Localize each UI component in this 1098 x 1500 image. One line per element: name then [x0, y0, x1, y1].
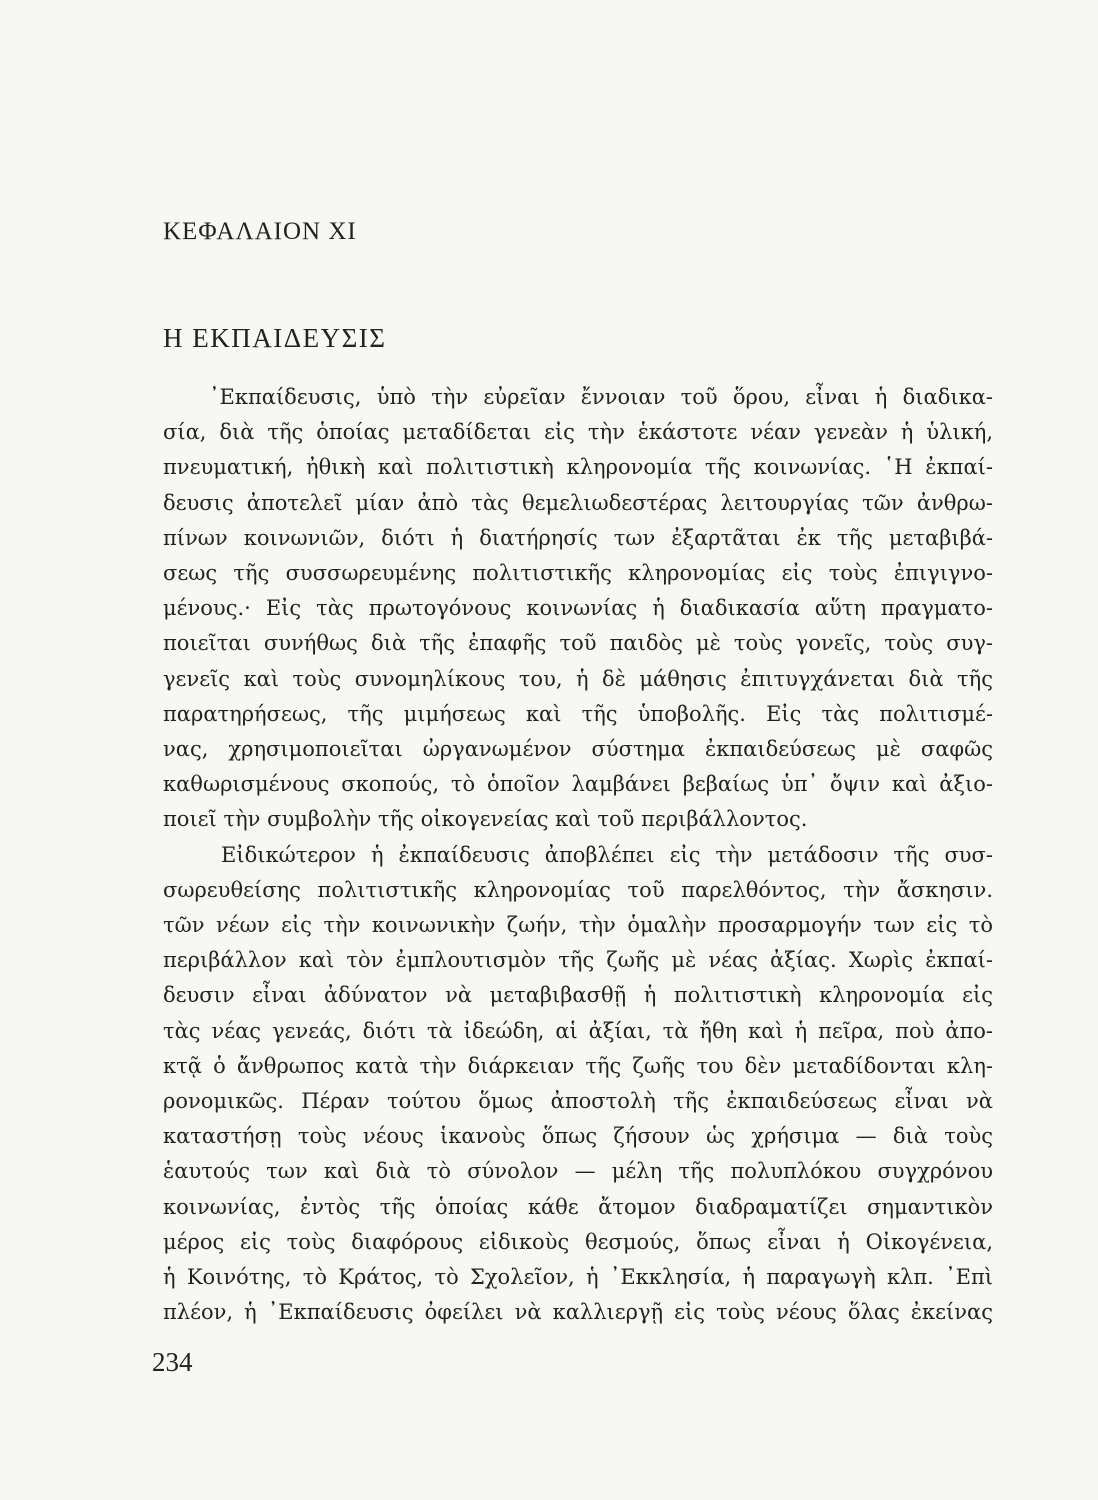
- text-line: κοινωνίας, ἐντὸς τῆς ὁποίας κάθε ἄτομον διαδραματίζει σημαντικὸν: [163, 1194, 993, 1219]
- text-line: πίνων κοινωνιῶν, διότι ἡ διατήρησίς των ἐξαρτᾶται ἐκ τῆς μεταβιβά-: [163, 525, 993, 550]
- text-line: γενεῖς καὶ τοὺς συνομηλίκους του, ἡ δὲ μάθησις ἐπιτυγχάνεται διὰ τῆς: [163, 666, 993, 691]
- text-line: ποιεῖται συνήθως διὰ τῆς ἐπαφῆς τοῦ παιδὸς μὲ τοὺς γονεῖς, τοὺς συγ-: [163, 631, 993, 656]
- text-line: ἑαυτούς των καὶ διὰ τὸ σύνολον — μέλη τῆς πολυπλόκου συγχρόνου: [163, 1159, 993, 1184]
- chapter-label: ΚΕΦΑΛΑΙΟΝ XI: [163, 218, 357, 245]
- page-number: 234: [152, 1347, 193, 1377]
- body-text: [163, 380, 993, 1330]
- text-line: περιβάλλον καὶ τὸν ἐμπλουτισμὸν τῆς ζωῆς μὲ νέας ἀξίας. Χωρὶς ἐκπαί-: [163, 948, 993, 973]
- text-line: παρατηρήσεως, τῆς μιμήσεως καὶ τῆς ὑποβολῆς. Εἰς τὰς πολιτισμέ-: [163, 701, 993, 726]
- text-line: πνευματική, ἠθικὴ καὶ πολιτιστικὴ κληρονομία τῆς κοινωνίας. ῾Η ἐκπαί-: [163, 455, 993, 480]
- text-line: δευσις ἀποτελεῖ μίαν ἀπὸ τὰς θεμελιωδεστέρας λειτουργίας τῶν ἀνθρω-: [163, 490, 993, 515]
- text-line: ρονομικῶς. Πέραν τούτου ὅμως ἀποστολὴ τῆς ἐκπαιδεύσεως εἶναι νὰ: [163, 1089, 993, 1114]
- text-line: καταστήσῃ τοὺς νέους ἱκανοὺς ὅπως ζήσουν ὡς χρήσιμα — διὰ τοὺς: [163, 1124, 993, 1149]
- chapter-title: Η ΕΚΠΑΙΔΕΥΣΙΣ: [163, 323, 387, 353]
- text-line: ποιεῖ τὴν συμβολὴν τῆς οἰκογενείας καὶ τοῦ περιβάλλοντος.: [163, 807, 808, 832]
- text-line: τῶν νέων εἰς τὴν κοινωνικὴν ζωήν, τὴν ὁμαλὴν προσαρμογήν των εἰς τὸ: [163, 913, 993, 938]
- text-line: καθωρισμένους σκοπούς, τὸ ὁποῖον λαμβάνει βεβαίως ὑπ᾿ ὄψιν καὶ ἀξιο-: [163, 772, 993, 797]
- text-line: νας, χρησιμοποιεῖται ὠργανωμένον σύστημα ἐκπαιδεύσεως μὲ σαφῶς: [163, 737, 993, 762]
- text-line: μένους.· Εἰς τὰς πρωτογόνους κοινωνίας ἡ διαδικασία αὕτη πραγματο-: [163, 596, 993, 621]
- text-line: τὰς νέας γενεάς, διότι τὰ ἰδεώδη, αἱ ἀξίαι, τὰ ἤθη καὶ ἡ πεῖρα, ποὺ ἀπο-: [163, 1018, 993, 1043]
- text-line: σεως τῆς συσσωρευμένης πολιτιστικῆς κληρονομίας εἰς τοὺς ἐπιγιγνο-: [163, 561, 993, 586]
- text-line: πλέον, ἡ ᾿Εκπαίδευσις ὀφείλει νὰ καλλιεργῇ εἰς τοὺς νέους ὅλας ἐκείνας: [163, 1300, 993, 1325]
- paragraph-2: [163, 838, 993, 1331]
- paragraph-1: [163, 380, 993, 838]
- text-line: κτᾷ ὁ ἄνθρωπος κατὰ τὴν διάρκειαν τῆς ζωῆς του δὲν μεταδίδονται κλη-: [163, 1053, 993, 1078]
- text-line: δευσιν εἶναι ἀδύνατον νὰ μεταβιβασθῇ ἡ πολιτιστικὴ κληρονομία εἰς: [163, 983, 993, 1008]
- text-line: σωρευθείσης πολιτιστικῆς κληρονομίας τοῦ παρελθόντος, τὴν ἄσκησιν.: [163, 877, 993, 902]
- text-line: μέρος εἰς τοὺς διαφόρους εἰδικοὺς θεσμούς, ὅπως εἶναι ἡ Οἰκογένεια,: [163, 1229, 993, 1254]
- text-line: ἡ Κοινότης, τὸ Κράτος, τὸ Σχολεῖον, ἡ ᾿Εκκλησία, ἡ παραγωγὴ κλπ. ᾿Επὶ: [163, 1265, 993, 1290]
- text-line: ᾿Εκπαίδευσις, ὑπὸ τὴν εὐρεῖαν ἔννοιαν τοῦ ὅρου, εἶναι ἡ διαδικα-: [209, 385, 993, 409]
- text-line: Εἰδικώτερον ἡ ἐκπαίδευσις ἀποβλέπει εἰς τὴν μετάδοσιν τῆς συσ-: [221, 842, 993, 867]
- text-line: σία, διὰ τῆς ὁποίας μεταδίδεται εἰς τὴν ἑκάστοτε νέαν γενεὰν ἡ ὑλική,: [163, 420, 993, 445]
